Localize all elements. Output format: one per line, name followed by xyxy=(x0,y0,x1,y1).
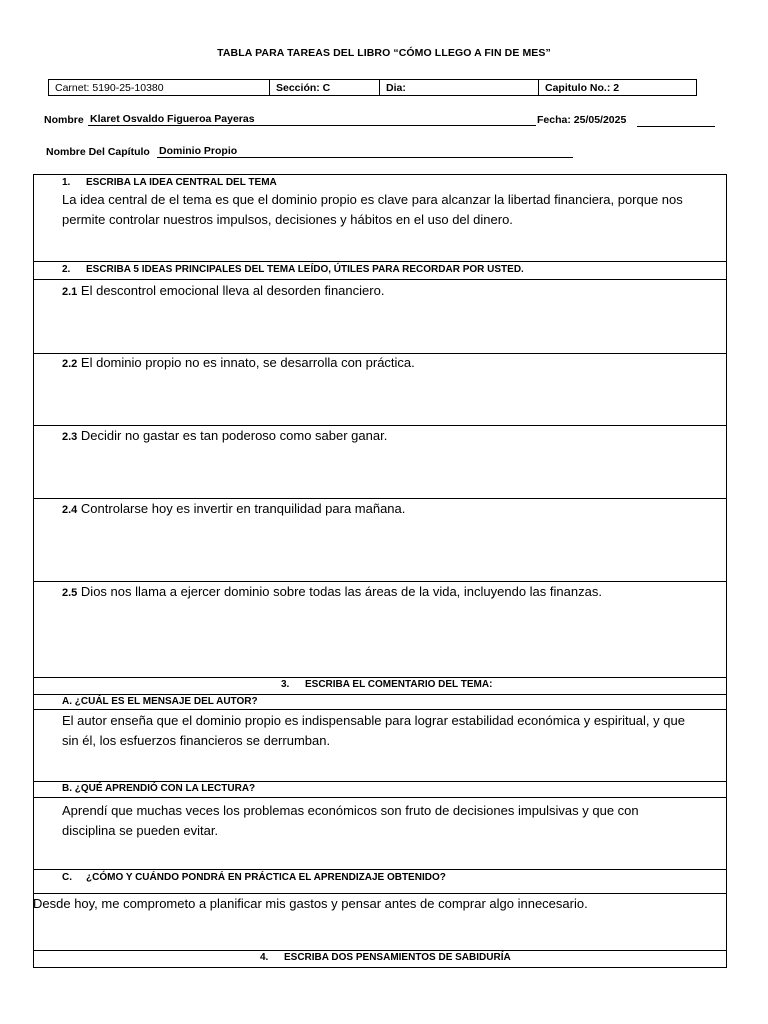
homework-table xyxy=(33,174,727,968)
idea-2-2: 2.2 El dominio propio no es innato, se desarrolla con práctica. xyxy=(62,355,415,370)
name-field: Klaret Osvaldo Figueroa Payeras xyxy=(88,113,536,126)
seccion-cell: Sección: C xyxy=(270,80,380,95)
section3b-heading: B. ¿QUÉ APRENDIÓ CON LA LECTURA? xyxy=(62,783,256,794)
row-divider xyxy=(34,261,726,262)
capitulo-cell: Capitulo No.: 2 xyxy=(545,82,620,94)
idea-2-3: 2.3 Decidir no gastar es tan poderoso como saber ganar. xyxy=(62,428,388,443)
section4-heading: 4. ESCRIBA DOS PENSAMIENTOS DE SABIDURÍA xyxy=(260,952,511,963)
row-divider xyxy=(34,279,726,280)
section3b-answer: Aprendí que muchas veces los problemas económicos son fruto de decisiones impulsivas y que con disciplina se pueden evitar. xyxy=(62,803,639,838)
dia-cell: Dia: xyxy=(380,80,539,95)
header-table xyxy=(48,79,697,96)
name-label: Nombre xyxy=(44,114,84,126)
row-divider xyxy=(34,869,726,870)
section3-heading: 3. ESCRIBA EL COMENTARIO DEL TEMA: xyxy=(281,679,493,690)
section1-heading: 1. ESCRIBA LA IDEA CENTRAL DEL TEMA xyxy=(62,177,277,188)
section1-answer: La idea central de el tema es que el dominio propio es clave para alcanzar la libertad financiera, porque nos permite controlar nuestros impulsos, decisiones y hábitos en el uso del dinero. xyxy=(62,192,683,227)
section3c-answer: Desde hoy, me comprometo a planificar mis gastos y pensar antes de comprar algo innecesario. xyxy=(33,896,588,911)
carnet-value: 5190-25-10380 xyxy=(92,82,164,94)
section3a-heading: A. ¿CUÁL ES EL MENSAJE DEL AUTOR? xyxy=(62,696,258,707)
chapter-field: Dominio Propio xyxy=(157,145,573,158)
carnet-cell xyxy=(49,80,270,95)
date-label: Fecha: 25/05/2025 xyxy=(537,114,627,126)
chapter-label: Nombre Del Capítulo xyxy=(46,146,150,158)
section3c-heading: C. ¿CÓMO Y CUÁNDO PONDRÁ EN PRÁCTICA EL APRENDIZAJE OBTENIDO? xyxy=(62,872,446,883)
section3a-answer: El autor enseña que el dominio propio es indispensable para lograr estabilidad económica y espiritual, y que sin él, los esfuerzos financieros se derrumban. xyxy=(62,713,685,748)
row-divider xyxy=(34,677,726,678)
row-divider xyxy=(34,694,726,695)
date-line xyxy=(637,126,715,127)
idea-2-5: 2.5 Dios nos llama a ejercer dominio sobre todas las áreas de la vida, incluyendo las finanzas. xyxy=(62,584,602,599)
idea-2-1: 2.1 El descontrol emocional lleva al desorden financiero. xyxy=(62,283,385,298)
row-divider xyxy=(34,781,726,782)
row-divider xyxy=(34,797,726,798)
section2-heading: 2. ESCRIBA 5 IDEAS PRINCIPALES DEL TEMA LEÍDO, ÚTILES PARA RECORDAR POR USTED. xyxy=(62,264,524,275)
row-divider xyxy=(34,950,726,951)
carnet-label: Carnet: xyxy=(55,82,90,94)
row-divider xyxy=(34,709,726,710)
document-title: TABLA PARA TAREAS DEL LIBRO “CÓMO LLEGO A FIN DE MES” xyxy=(217,47,551,59)
idea-2-4: 2.4 Controlarse hoy es invertir en tranquilidad para mañana. xyxy=(62,501,406,516)
